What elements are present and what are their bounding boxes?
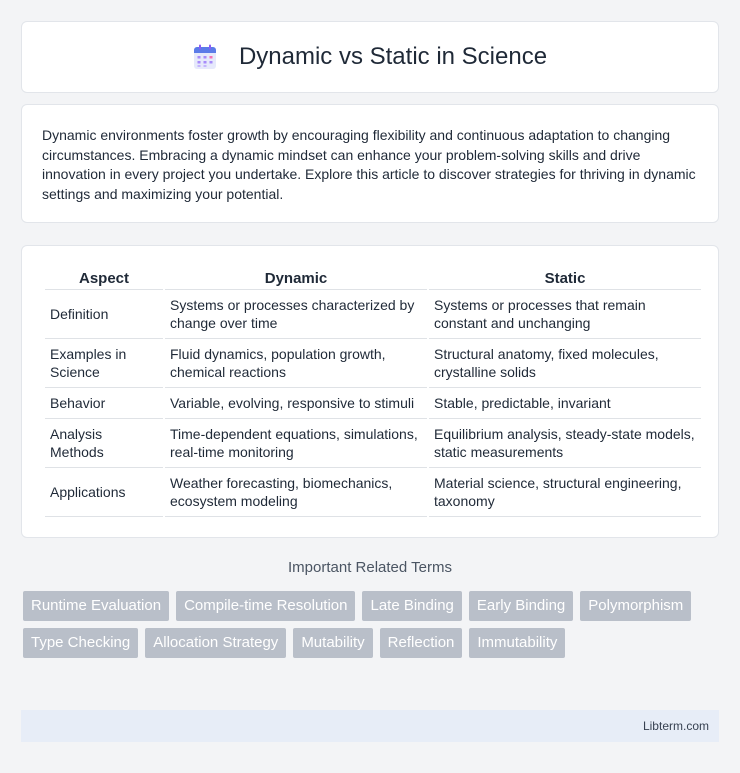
tag-runtime-evaluation[interactable]: Runtime Evaluation	[23, 591, 169, 621]
table-cell: Fluid dynamics, population growth, chemical reactions	[165, 339, 427, 388]
table-header-row	[45, 266, 701, 290]
tag-early-binding[interactable]: Early Binding	[469, 591, 573, 621]
table-cell: Stable, predictable, invariant	[429, 388, 701, 419]
tag-allocation-strategy[interactable]: Allocation Strategy	[145, 628, 286, 658]
tag-late-binding[interactable]: Late Binding	[362, 591, 461, 621]
table-row	[45, 290, 701, 339]
related-terms-tags	[23, 591, 723, 658]
tag-type-checking[interactable]: Type Checking	[23, 628, 138, 658]
table-cell: Variable, evolving, responsive to stimuli	[165, 388, 427, 419]
tag-polymorphism[interactable]: Polymorphism	[580, 591, 691, 621]
column-header-static: Static	[429, 266, 701, 290]
table-cell: Systems or processes that remain constant and unchanging	[429, 290, 701, 339]
comparison-table	[43, 266, 703, 517]
related-terms-title: Important Related Terms	[288, 559, 452, 576]
table-cell: Definition	[45, 290, 163, 339]
table-cell: Systems or processes characterized by change over time	[165, 290, 427, 339]
tag-compile-time-resolution[interactable]: Compile-time Resolution	[176, 591, 355, 621]
header-card	[21, 21, 719, 93]
table-cell: Structural anatomy, fixed molecules, crystalline solids	[429, 339, 701, 388]
table-row	[45, 419, 701, 468]
table-row	[45, 339, 701, 388]
table-row	[45, 468, 701, 517]
intro-card	[21, 104, 719, 223]
column-header-dynamic: Dynamic	[165, 266, 427, 290]
table-cell: Equilibrium analysis, steady-state models, static measurements	[429, 419, 701, 468]
table-cell: Weather forecasting, biomechanics, ecosystem modeling	[165, 468, 427, 517]
intro-text: Dynamic environments foster growth by encouraging flexibility and continuous adaptation to changing circumstances. Embracing a dynamic mindset can enhance your problem-solving skills and drive innovation in every project you undertake. Explore this article to discover strategies for thriving in dynamic settings and maximizing your potential.	[42, 127, 696, 202]
header	[193, 43, 547, 71]
table-cell: Analysis Methods	[45, 419, 163, 468]
calendar-icon	[193, 44, 217, 70]
table-cell: Applications	[45, 468, 163, 517]
tag-immutability[interactable]: Immutability	[469, 628, 565, 658]
tag-mutability[interactable]: Mutability	[293, 628, 372, 658]
tag-reflection[interactable]: Reflection	[380, 628, 463, 658]
footer	[21, 710, 719, 742]
table-row	[45, 388, 701, 419]
table-cell: Behavior	[45, 388, 163, 419]
comparison-table-card	[21, 245, 719, 538]
table-cell: Time-dependent equations, simulations, real-time monitoring	[165, 419, 427, 468]
page-title: Dynamic vs Static in Science	[238, 43, 548, 70]
column-header-aspect: Aspect	[45, 266, 163, 290]
footer-brand[interactable]: Libterm.com	[642, 719, 709, 733]
table-cell: Examples in Science	[45, 339, 163, 388]
table-cell: Material science, structural engineering, taxonomy	[429, 468, 701, 517]
